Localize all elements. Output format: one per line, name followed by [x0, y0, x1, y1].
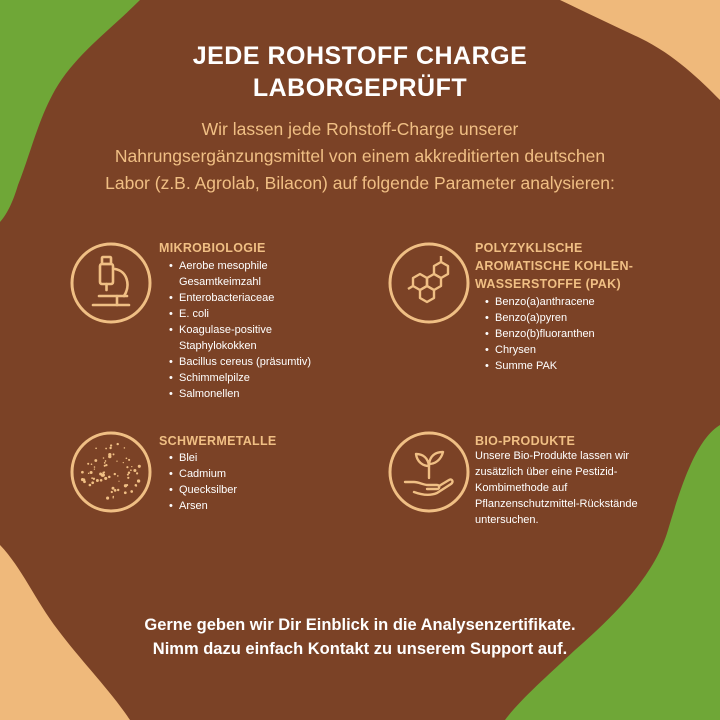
particle-dot — [113, 496, 115, 498]
page-title-line-2: LABORGEPRÜFT — [252, 74, 468, 102]
footer-text — [0, 613, 720, 661]
particle-dot — [93, 478, 95, 480]
particle-dot — [127, 477, 129, 479]
particle-dot — [123, 462, 124, 463]
particle-dot — [104, 462, 106, 464]
particle-dot — [137, 479, 140, 482]
particle-dot — [117, 475, 119, 477]
footer-line-1: Gerne geben wir Dir Einblick in die Analysenzertifikate. — [144, 616, 576, 634]
particle-dot — [91, 463, 93, 465]
page-title-line-1: JEDE ROHSTOFF CHARGE — [192, 42, 528, 70]
list-item: • Summe PAK — [495, 358, 595, 374]
particle-dot — [124, 447, 126, 449]
particle-dot — [99, 473, 102, 476]
particle-dot — [111, 491, 113, 493]
particle-dot — [112, 497, 114, 499]
particle-dot — [102, 473, 105, 476]
particle-dot — [117, 443, 119, 445]
particle-dot — [113, 453, 115, 455]
particle-dot — [128, 472, 130, 474]
particle-dot — [114, 489, 117, 492]
particle-dot — [112, 487, 115, 490]
particle-dot — [88, 473, 89, 474]
particle-dot — [109, 447, 111, 449]
particle-dot — [96, 479, 99, 482]
pah-heading-line-3: WASSERSTOFFE (PAK) — [475, 277, 621, 291]
particle-dot — [89, 484, 92, 487]
list-item: • Benzo(b)fluoranthen — [495, 326, 595, 342]
list-item: • Bacillus cereus (präsumtiv) — [179, 354, 311, 370]
particle-dot — [94, 468, 95, 469]
pah-heading-line-2: AROMATISCHE KOHLEN- — [475, 259, 634, 273]
particle-dot — [108, 453, 111, 456]
particle-dot — [128, 459, 130, 461]
particle-dot — [116, 461, 117, 462]
particle-dot — [108, 476, 111, 479]
particle-dot — [94, 466, 96, 468]
pah-heading — [475, 239, 633, 293]
list-item: • Schimmelpilze — [179, 370, 311, 386]
particle-dot — [83, 480, 86, 483]
list-item: • Benzo(a)pyren — [495, 310, 595, 326]
list-item: • Chrysen — [495, 342, 595, 358]
list-item: • Quecksilber — [179, 482, 237, 498]
list-item: • Blei — [179, 450, 237, 466]
organic-line-3: Kombimethode auf — [475, 482, 568, 494]
particle-dot — [105, 460, 107, 462]
particle-dot — [100, 479, 103, 482]
organic-line-1: Unsere Bio-Produkte lassen wir — [475, 450, 630, 462]
particle-dot — [130, 490, 133, 493]
seedling-hand-icon — [387, 430, 471, 514]
organic-description — [475, 448, 638, 528]
organic-line-2: zusätzlich über eine Pestizid- — [475, 466, 618, 478]
particle-dot — [87, 463, 89, 465]
list-item: • Koagulase-positive — [179, 322, 311, 338]
organic-line-5: untersuchen. — [475, 514, 539, 526]
particles-icon — [69, 430, 153, 514]
particle-dot — [131, 466, 132, 467]
list-item-continuation: Gesamtkeimzahl — [179, 276, 261, 288]
particle-dot — [102, 472, 104, 474]
footer-line-2: Nimm dazu einfach Kontakt zu unserem Support auf. — [152, 640, 568, 658]
pah-list — [475, 294, 595, 374]
particle-dot — [95, 447, 97, 449]
particle-dot — [90, 471, 93, 474]
heavy-metals-heading: SCHWERMETALLE — [159, 434, 277, 448]
particle-dot — [126, 484, 128, 486]
organic-line-4: Pflanzenschutzmittel-Rückstände — [475, 498, 638, 510]
particle-dot — [124, 491, 127, 494]
intro-line-2: Nahrungsergänzungsmittel von einem akkreditierten deutschen — [114, 146, 606, 166]
particle-dot — [135, 470, 137, 472]
list-item-continuation: Staphylokokken — [179, 340, 257, 352]
particle-dot — [106, 497, 109, 500]
particle-dot — [81, 471, 84, 474]
organic-heading: BIO-PRODUKTE — [475, 434, 576, 448]
microbiology-list — [159, 258, 311, 402]
particle-dot — [136, 472, 138, 474]
particle-dot — [94, 459, 97, 462]
particle-dot — [105, 448, 107, 450]
particle-dot — [114, 473, 116, 475]
particle-dot — [118, 481, 119, 482]
microbiology-heading: MIKROBIOLOGIE — [159, 241, 266, 255]
particle-dot — [135, 485, 137, 487]
list-item: • Aerobe mesophile — [179, 258, 311, 274]
list-item: • Arsen — [179, 498, 237, 514]
list-item: • E. coli — [179, 306, 311, 322]
particle-dot — [117, 489, 119, 491]
particle-dot — [91, 481, 94, 484]
intro-line-1: Wir lassen jede Rohstoff-Charge unserer — [201, 119, 519, 139]
particle-dot — [110, 444, 112, 446]
microscope-icon — [69, 241, 153, 325]
list-item: • Salmonellen — [179, 386, 311, 402]
particle-dot — [130, 469, 132, 471]
particle-dot — [126, 457, 128, 459]
heavy-metals-list — [159, 450, 237, 514]
list-item: • Cadmium — [179, 466, 237, 482]
particle-dot — [104, 477, 107, 480]
particle-dot — [104, 465, 106, 467]
intro-text — [40, 116, 680, 197]
particle-dot — [103, 457, 105, 459]
particle-dot — [126, 466, 128, 468]
pah-heading-line-1: POLYZYKLISCHE — [475, 241, 583, 255]
list-item: • Benzo(a)anthracene — [495, 294, 595, 310]
molecule-icon — [387, 241, 471, 325]
intro-line-3: Labor (z.B. Agrolab, Bilacon) auf folgende Parameter analysieren: — [105, 173, 615, 193]
particle-dot — [138, 465, 141, 468]
list-item: • Enterobacteriaceae — [179, 290, 311, 306]
